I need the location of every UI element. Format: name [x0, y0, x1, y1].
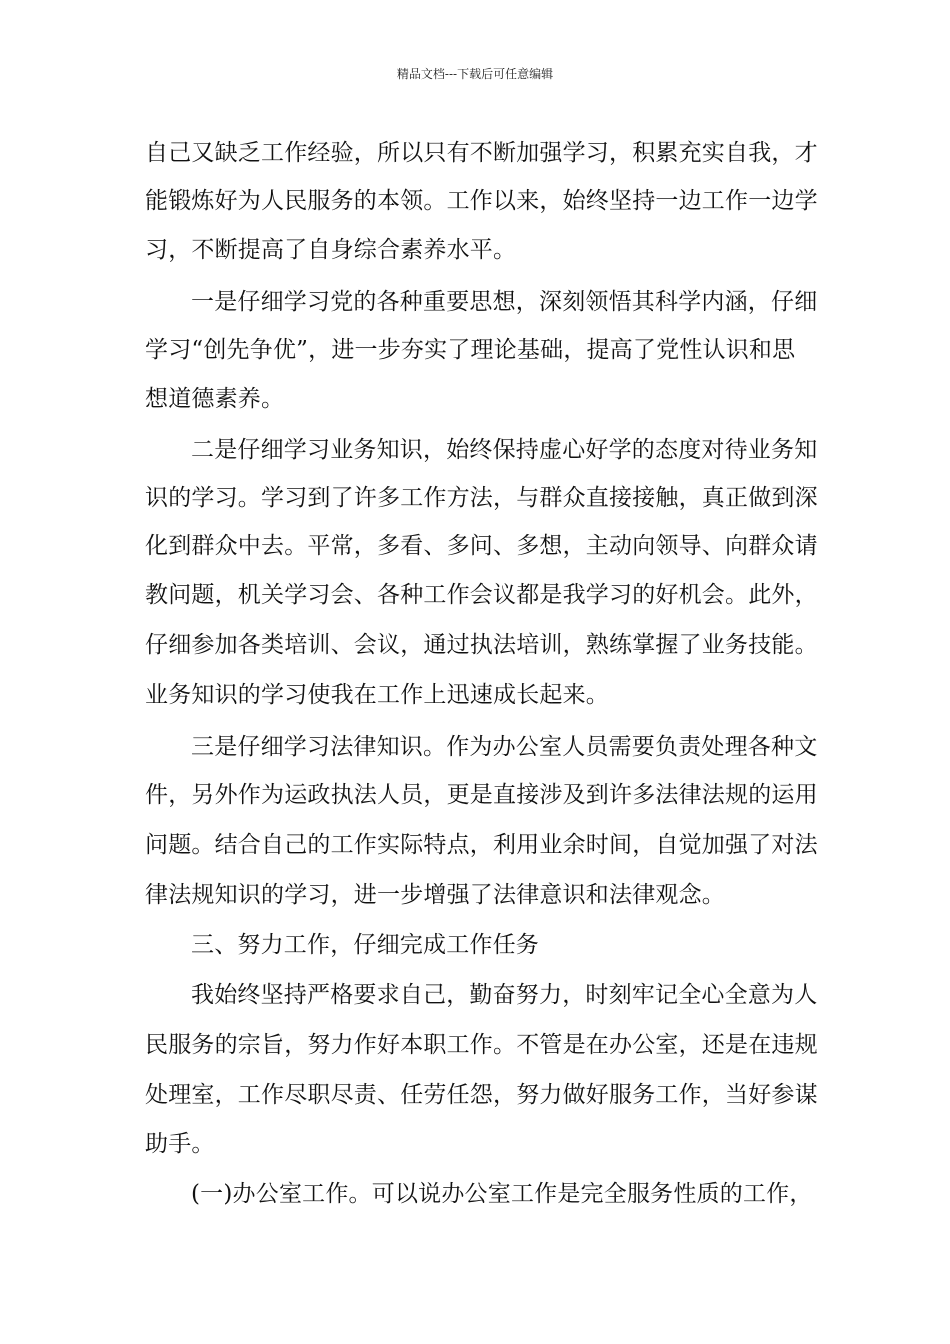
section-heading: 三、努力工作，仔细完成工作任务 [191, 932, 539, 958]
body-line: 问题。结合自己的工作实际特点，利用业余时间，自觉加强了对法 [145, 832, 818, 858]
body-line: 助手。 [145, 1131, 215, 1157]
body-line: 业务知识的学习使我在工作上迅速成长起来。 [145, 682, 609, 708]
paragraph-start-line: 我始终坚持严格要求自己，勤奋努力，时刻牢记全心全意为人 [191, 982, 818, 1008]
page-header: 精品文档---下载后可任意编辑 [396, 67, 554, 81]
body-line: 自己又缺乏工作经验，所以只有不断加强学习，积累充实自我，才 [145, 140, 818, 166]
body-line: 想道德素养。 [145, 386, 285, 412]
body-line: 化到群众中去。平常，多看、多问、多想，主动向领导、向群众请 [145, 533, 818, 559]
body-line: 教问题，机关学习会、各种工作会议都是我学习的好机会。此外， [145, 582, 818, 608]
body-line: 习，不断提高了自身综合素养水平。 [145, 237, 517, 263]
paragraph-start-line: 三是仔细学习法律知识。作为办公室人员需要负责处理各种文 [191, 734, 818, 760]
body-line: 件，另外作为运政执法人员，更是直接涉及到许多法律法规的运用 [145, 782, 818, 808]
body-line: 识的学习。学习到了许多工作方法，与群众直接接触，真正做到深 [145, 485, 818, 511]
body-line: 能锻炼好为人民服务的本领。工作以来，始终坚持一边工作一边学 [145, 188, 818, 214]
paragraph-start-line: 一是仔细学习党的各种重要思想，深刻领悟其科学内涵，仔细 [191, 289, 818, 315]
body-line: 律法规知识的学习，进一步增强了法律意识和法律观念。 [145, 882, 725, 908]
body-line: 民服务的宗旨，努力作好本职工作。不管是在办公室，还是在违规 [145, 1032, 818, 1058]
paragraph-start-line: (一)办公室工作。可以说办公室工作是完全服务性质的工作， [191, 1181, 813, 1207]
body-line: 学习“创先争优”，进一步夯实了理论基础，提高了党性认识和思 [145, 337, 796, 363]
body-line: 仔细参加各类培训、会议，通过执法培训，熟练掌握了业务技能。 [145, 632, 818, 658]
paragraph-start-line: 二是仔细学习业务知识，始终保持虚心好学的态度对待业务知 [191, 437, 818, 463]
body-line: 处理室，工作尽职尽责、任劳任怨，努力做好服务工作，当好参谋 [145, 1082, 818, 1108]
